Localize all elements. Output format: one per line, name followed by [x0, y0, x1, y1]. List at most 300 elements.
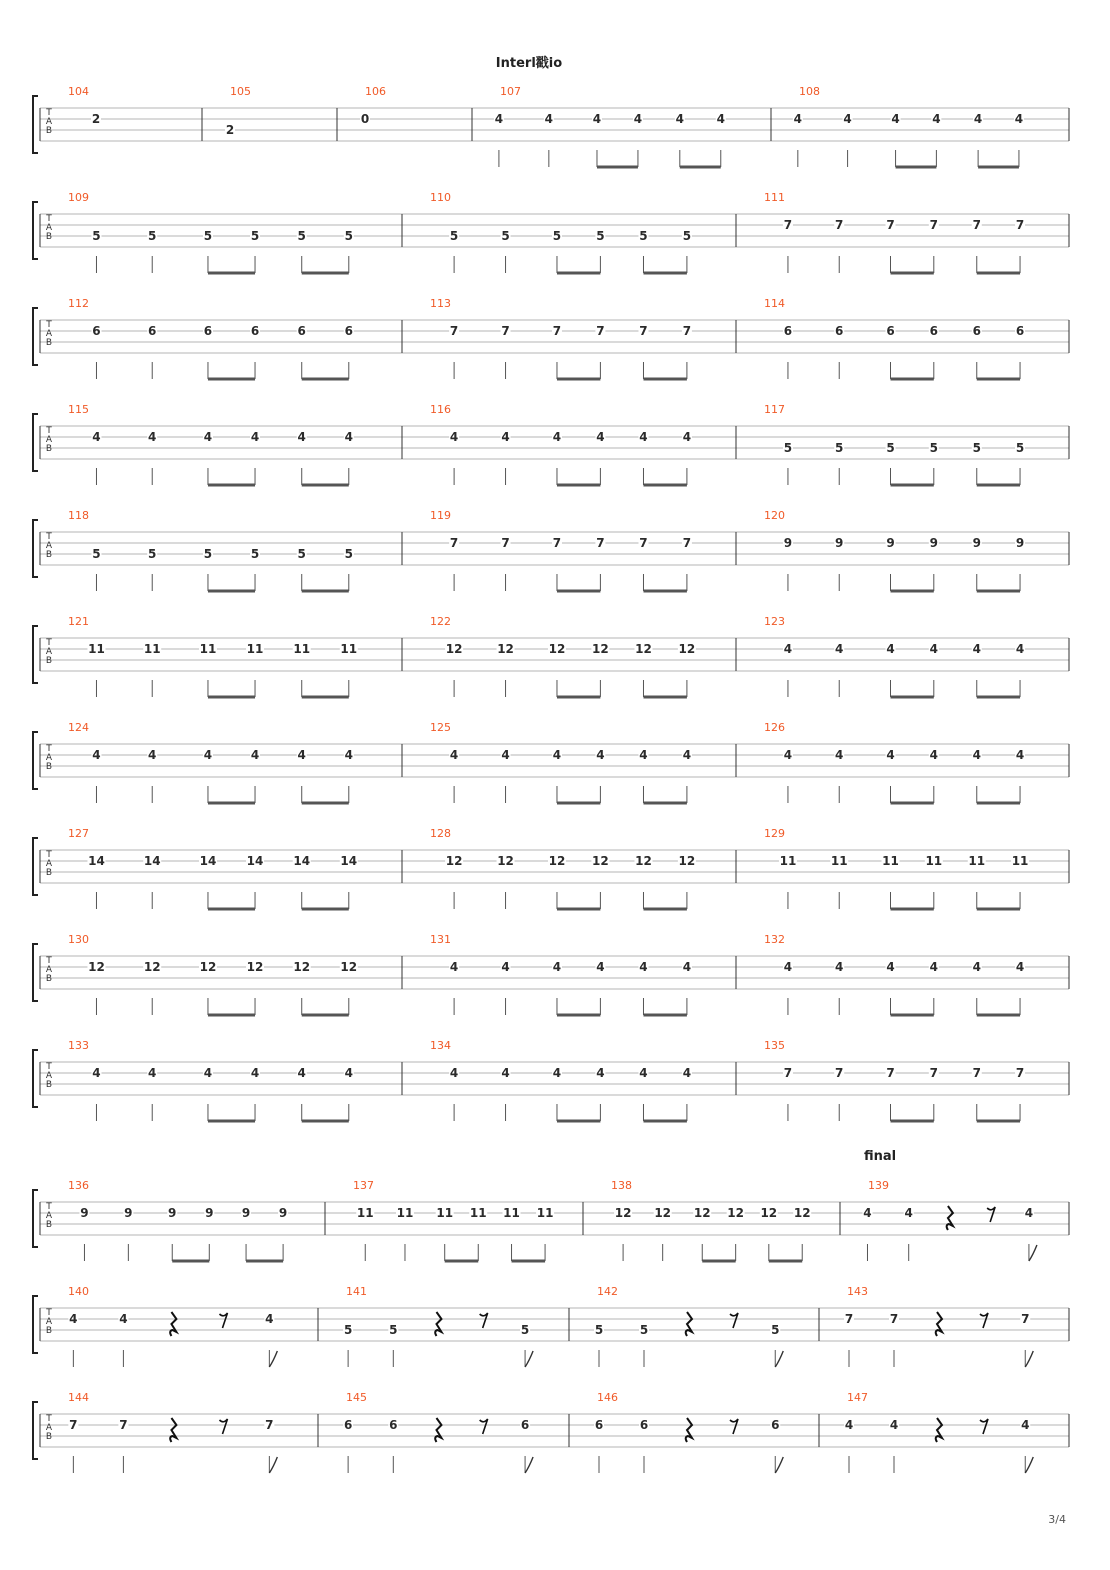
fret-number: 11: [436, 1206, 454, 1220]
fret-number: 4: [449, 1066, 459, 1080]
measure-number: 138: [611, 1179, 632, 1192]
fret-number: 12: [143, 960, 161, 974]
fret-number: 7: [639, 536, 648, 550]
measure-number: 106: [365, 85, 386, 98]
fret-number: 4: [973, 112, 983, 126]
measure-number: 143: [847, 1285, 868, 1298]
fret-number: 5: [344, 229, 353, 243]
fret-number: 6: [148, 324, 157, 338]
fret-number: 7: [1015, 218, 1025, 232]
measure-number: 125: [430, 721, 451, 734]
fret-number: 14: [340, 854, 358, 868]
fret-number: 4: [1015, 748, 1025, 762]
measure-number: 132: [764, 933, 785, 946]
measure-number: 128: [430, 827, 451, 840]
fret-number: 4: [250, 748, 260, 762]
fret-number: 11: [968, 854, 986, 868]
tab-clef-letter: T: [46, 1308, 52, 1318]
fret-number: 4: [1024, 1206, 1034, 1220]
tab-clef-letter: A: [45, 1317, 53, 1327]
system-bracket: [33, 1296, 38, 1353]
fret-number: 4: [596, 748, 605, 762]
fret-number: 12: [88, 960, 105, 974]
fret-number: 5: [835, 441, 844, 455]
fret-number: 4: [92, 748, 101, 762]
system-bracket: [33, 308, 38, 365]
fret-number: 4: [972, 960, 981, 974]
fret-number: 4: [716, 112, 725, 126]
tab-clef-letter: B: [45, 868, 53, 878]
fret-number: 4: [639, 430, 648, 444]
fret-number: 7: [119, 1418, 128, 1432]
fret-number: 9: [886, 536, 895, 550]
measure-number: 105: [230, 85, 251, 98]
fret-number: 6: [389, 1418, 398, 1432]
fret-number: 5: [297, 229, 306, 243]
fret-number: 6: [250, 324, 260, 338]
fret-number: 4: [596, 430, 605, 444]
tab-clef-letter: T: [46, 1414, 52, 1424]
fret-number: 7: [682, 536, 692, 550]
fret-number: 2: [91, 112, 101, 126]
fret-number: 9: [278, 1206, 288, 1220]
fret-number: 11: [469, 1206, 487, 1220]
fret-number: 7: [835, 218, 844, 232]
eighth-flag: [269, 1351, 277, 1367]
fret-number: 12: [548, 854, 566, 868]
fret-number: 4: [863, 1206, 872, 1220]
fret-number: 6: [297, 324, 306, 338]
tab-clef-letter: B: [45, 338, 53, 348]
fret-number: 4: [596, 960, 605, 974]
eighth-rest: [730, 1419, 738, 1434]
fret-number: 4: [639, 960, 648, 974]
eighth-rest: [980, 1313, 988, 1328]
eighth-flag: [1029, 1245, 1037, 1261]
fret-number: 4: [793, 112, 802, 126]
fret-number: 4: [92, 1066, 101, 1080]
tab-clef-letter: B: [45, 232, 53, 242]
fret-number: 9: [929, 536, 938, 550]
fret-number: 12: [760, 1206, 778, 1220]
fret-number: 5: [203, 547, 213, 561]
fret-number: 5: [929, 441, 938, 455]
measure-number: 139: [868, 1179, 889, 1192]
eighth-rest: [480, 1419, 488, 1434]
quarter-rest: [435, 1418, 441, 1442]
eighth-rest: [980, 1419, 988, 1434]
tab-clef-letter: B: [45, 1432, 53, 1442]
tab-clef-letter: T: [46, 108, 52, 118]
fret-number: 4: [1014, 112, 1024, 126]
fret-number: 12: [592, 854, 609, 868]
fret-number: 12: [635, 642, 652, 656]
fret-number: 4: [344, 430, 353, 444]
fret-number: 9: [972, 536, 981, 550]
fret-number: 4: [250, 430, 260, 444]
fret-number: 4: [972, 642, 981, 656]
fret-number: 6: [783, 324, 793, 338]
tab-clef-letter: A: [45, 647, 53, 657]
fret-number: 4: [449, 430, 459, 444]
section-label: Interl戳io: [495, 56, 563, 71]
fret-number: 6: [344, 324, 353, 338]
fret-number: 6: [1015, 324, 1025, 338]
fret-number: 4: [203, 1066, 213, 1080]
fret-number: 12: [497, 854, 514, 868]
fret-number: 7: [552, 324, 562, 338]
fret-number: 7: [972, 218, 981, 232]
fret-number: 5: [203, 229, 213, 243]
measure-number: 127: [68, 827, 89, 840]
fret-number: 4: [265, 1312, 274, 1326]
tab-clef-letter: A: [45, 965, 53, 975]
fret-number: 5: [92, 547, 101, 561]
fret-number: 4: [544, 112, 554, 126]
fret-number: 5: [92, 229, 101, 243]
measure-number: 142: [597, 1285, 618, 1298]
fret-number: 7: [501, 536, 510, 550]
fret-number: 5: [594, 1323, 604, 1337]
tab-clef-letter: A: [45, 1071, 53, 1081]
fret-number: 6: [639, 1418, 649, 1432]
tab-clef-letter: B: [45, 656, 53, 666]
fret-number: 6: [972, 324, 981, 338]
fret-number: 4: [783, 960, 793, 974]
fret-number: 11: [830, 854, 848, 868]
measure-number: 141: [346, 1285, 367, 1298]
fret-number: 7: [886, 1066, 895, 1080]
fret-number: 2: [225, 123, 235, 137]
fret-number: 7: [682, 324, 692, 338]
fret-number: 9: [835, 536, 844, 550]
tab-clef-letter: A: [45, 117, 53, 127]
measure-number: 112: [68, 297, 89, 310]
fret-number: 4: [1015, 642, 1025, 656]
system-bracket: [33, 732, 38, 789]
fret-number: 4: [639, 1066, 648, 1080]
fret-number: 4: [929, 642, 938, 656]
fret-number: 4: [904, 1206, 913, 1220]
quarter-rest: [947, 1206, 953, 1230]
measure-number: 121: [68, 615, 89, 628]
fret-number: 14: [199, 854, 217, 868]
fret-number: 4: [449, 960, 459, 974]
quarter-rest: [936, 1312, 942, 1336]
fret-number: 11: [882, 854, 899, 868]
fret-number: 5: [148, 229, 157, 243]
measure-number: 134: [430, 1039, 451, 1052]
fret-number: 4: [69, 1312, 78, 1326]
fret-number: 4: [675, 112, 684, 126]
fret-number: 4: [148, 748, 157, 762]
fret-number: 5: [596, 229, 605, 243]
fret-number: 4: [203, 748, 213, 762]
measure-number: 140: [68, 1285, 89, 1298]
fret-number: 4: [203, 430, 213, 444]
fret-number: 6: [886, 324, 895, 338]
fret-number: 4: [501, 748, 510, 762]
fret-number: 7: [501, 324, 510, 338]
measure-number: 135: [764, 1039, 785, 1052]
tab-clef-letter: A: [45, 541, 53, 551]
fret-number: 4: [639, 748, 648, 762]
tab-clef-letter: T: [46, 214, 52, 224]
measure-number: 116: [430, 403, 451, 416]
system-bracket: [33, 520, 38, 577]
fret-number: 4: [148, 1066, 157, 1080]
fret-number: 6: [520, 1418, 530, 1432]
fret-number: 6: [203, 324, 213, 338]
tab-clef-letter: A: [45, 1423, 53, 1433]
system-bracket: [33, 1190, 38, 1247]
tab-clef-letter: A: [45, 329, 53, 339]
measure-number: 113: [430, 297, 451, 310]
fret-number: 4: [932, 112, 941, 126]
fret-number: 5: [344, 547, 353, 561]
fret-number: 12: [727, 1206, 745, 1220]
fret-number: 5: [639, 229, 648, 243]
fret-number: 4: [682, 1066, 692, 1080]
fret-number: 5: [771, 1323, 780, 1337]
fret-number: 5: [886, 441, 895, 455]
fret-number: 7: [1015, 1066, 1025, 1080]
fret-number: 4: [929, 960, 938, 974]
fret-number: 4: [835, 642, 844, 656]
fret-number: 4: [92, 430, 101, 444]
eighth-rest: [219, 1313, 227, 1328]
fret-number: 12: [199, 960, 217, 974]
fret-number: 7: [835, 1066, 844, 1080]
fret-number: 5: [449, 229, 459, 243]
tab-clef-letter: A: [45, 1211, 53, 1221]
measure-number: 137: [353, 1179, 374, 1192]
system-bracket: [33, 202, 38, 259]
quarter-rest: [936, 1418, 942, 1442]
fret-number: 6: [594, 1418, 604, 1432]
tab-clef-letter: A: [45, 435, 53, 445]
fret-number: 11: [1011, 854, 1029, 868]
measure-number: 124: [68, 721, 89, 734]
quarter-rest: [435, 1312, 441, 1336]
fret-number: 12: [548, 642, 566, 656]
fret-number: 12: [592, 642, 609, 656]
fret-number: 4: [552, 430, 562, 444]
eighth-flag: [525, 1457, 533, 1473]
tab-clef-letter: B: [45, 762, 53, 772]
measure-number: 115: [68, 403, 89, 416]
fret-number: 11: [925, 854, 943, 868]
measure-number: 131: [430, 933, 451, 946]
tab-clef-letter: B: [45, 1326, 53, 1336]
fret-number: 5: [297, 547, 306, 561]
eighth-rest: [987, 1207, 995, 1222]
fret-number: 14: [143, 854, 161, 868]
fret-number: 9: [168, 1206, 177, 1220]
fret-number: 5: [389, 1323, 398, 1337]
tab-clef-letter: T: [46, 1202, 52, 1212]
fret-number: 4: [682, 430, 692, 444]
quarter-rest: [170, 1418, 176, 1442]
fret-number: 12: [693, 1206, 711, 1220]
fret-number: 5: [501, 229, 510, 243]
tab-clef-letter: T: [46, 956, 52, 966]
measure-number: 117: [764, 403, 785, 416]
fret-number: 4: [297, 430, 306, 444]
measure-number: 147: [847, 1391, 868, 1404]
fret-number: 4: [344, 748, 353, 762]
measure-number: 133: [68, 1039, 89, 1052]
fret-number: 14: [246, 854, 264, 868]
fret-number: 12: [793, 1206, 811, 1220]
tab-clef-letter: T: [46, 320, 52, 330]
fret-number: 12: [635, 854, 652, 868]
fret-number: 4: [250, 1066, 260, 1080]
fret-number: 6: [929, 324, 938, 338]
fret-number: 5: [343, 1323, 353, 1337]
fret-number: 7: [972, 1066, 981, 1080]
tab-clef-letter: T: [46, 1062, 52, 1072]
fret-number: 4: [552, 960, 562, 974]
fret-number: 4: [835, 748, 844, 762]
fret-number: 5: [783, 441, 793, 455]
fret-number: 9: [80, 1206, 89, 1220]
fret-number: 4: [501, 430, 510, 444]
fret-number: 11: [143, 642, 161, 656]
eighth-flag: [1025, 1457, 1033, 1473]
eighth-flag: [1025, 1351, 1033, 1367]
fret-number: 4: [119, 1312, 128, 1326]
fret-number: 7: [596, 536, 605, 550]
eighth-rest: [219, 1419, 227, 1434]
section-label: final: [863, 1149, 897, 1164]
fret-number: 11: [340, 642, 358, 656]
fret-number: 5: [1015, 441, 1025, 455]
fret-number: 4: [297, 748, 306, 762]
fret-number: 11: [246, 642, 264, 656]
fret-number: 12: [654, 1206, 672, 1220]
fret-number: 5: [148, 547, 157, 561]
measure-number: 130: [68, 933, 89, 946]
measure-number: 123: [764, 615, 785, 628]
measure-number: 104: [68, 85, 89, 98]
measure-number: 136: [68, 1179, 89, 1192]
system-bracket: [33, 96, 38, 153]
fret-number: 7: [265, 1418, 274, 1432]
fret-number: 6: [92, 324, 101, 338]
fret-number: 4: [843, 112, 852, 126]
fret-number: 7: [929, 1066, 938, 1080]
fret-number: 11: [293, 642, 311, 656]
tab-clef-letter: B: [45, 444, 53, 454]
measure-number: 108: [799, 85, 820, 98]
measure-number: 129: [764, 827, 785, 840]
eighth-flag: [775, 1457, 783, 1473]
tab-clef-letter: B: [45, 550, 53, 560]
fret-number: 9: [1015, 536, 1025, 550]
fret-number: 4: [886, 748, 895, 762]
fret-number: 6: [771, 1418, 780, 1432]
fret-number: 9: [124, 1206, 133, 1220]
eighth-rest: [480, 1313, 488, 1328]
tab-clef-letter: T: [46, 426, 52, 436]
eighth-flag: [775, 1351, 783, 1367]
tab-clef-letter: A: [45, 753, 53, 763]
fret-number: 9: [241, 1206, 251, 1220]
fret-number: 7: [889, 1312, 899, 1326]
fret-number: 4: [886, 642, 895, 656]
fret-number: 4: [552, 1066, 562, 1080]
fret-number: 4: [501, 1066, 510, 1080]
fret-number: 12: [340, 960, 358, 974]
fret-number: 12: [678, 854, 696, 868]
fret-number: 9: [783, 536, 793, 550]
fret-number: 12: [678, 642, 696, 656]
eighth-flag: [269, 1457, 277, 1473]
fret-number: 12: [445, 854, 463, 868]
tab-clef-letter: A: [45, 223, 53, 233]
system-bracket: [33, 944, 38, 1001]
fret-number: 7: [929, 218, 938, 232]
fret-number: 6: [835, 324, 844, 338]
fret-number: 12: [293, 960, 311, 974]
fret-number: 12: [497, 642, 514, 656]
fret-number: 6: [343, 1418, 353, 1432]
fret-number: 4: [596, 1066, 605, 1080]
fret-number: 4: [552, 748, 562, 762]
fret-number: 5: [250, 547, 260, 561]
fret-number: 0: [360, 112, 370, 126]
measure-number: 144: [68, 1391, 89, 1404]
eighth-rest: [730, 1313, 738, 1328]
fret-number: 14: [293, 854, 311, 868]
tab-clef-letter: T: [46, 638, 52, 648]
tab-clef-letter: T: [46, 744, 52, 754]
measure-number: 107: [500, 85, 521, 98]
fret-number: 4: [449, 748, 459, 762]
system-bracket: [33, 626, 38, 683]
fret-number: 7: [783, 1066, 793, 1080]
tab-clef-letter: A: [45, 859, 53, 869]
tab-clef-letter: B: [45, 974, 53, 984]
fret-number: 5: [682, 229, 692, 243]
measure-number: 126: [764, 721, 785, 734]
measure-number: 109: [68, 191, 89, 204]
fret-number: 7: [1021, 1312, 1030, 1326]
fret-number: 4: [889, 1418, 899, 1432]
fret-number: 12: [614, 1206, 632, 1220]
fret-number: 4: [592, 112, 602, 126]
fret-number: 4: [633, 112, 643, 126]
fret-number: 4: [972, 748, 981, 762]
fret-number: 11: [779, 854, 797, 868]
tab-clef-letter: B: [45, 126, 53, 136]
fret-number: 7: [69, 1418, 78, 1432]
fret-number: 9: [205, 1206, 214, 1220]
fret-number: 7: [886, 218, 895, 232]
measure-number: 119: [430, 509, 451, 522]
measure-number: 118: [68, 509, 89, 522]
fret-number: 7: [596, 324, 605, 338]
system-bracket: [33, 1050, 38, 1107]
tab-clef-letter: B: [45, 1220, 53, 1230]
fret-number: 11: [536, 1206, 554, 1220]
fret-number: 5: [250, 229, 260, 243]
fret-number: 7: [783, 218, 793, 232]
fret-number: 4: [344, 1066, 353, 1080]
fret-number: 7: [449, 324, 459, 338]
measure-number: 122: [430, 615, 451, 628]
